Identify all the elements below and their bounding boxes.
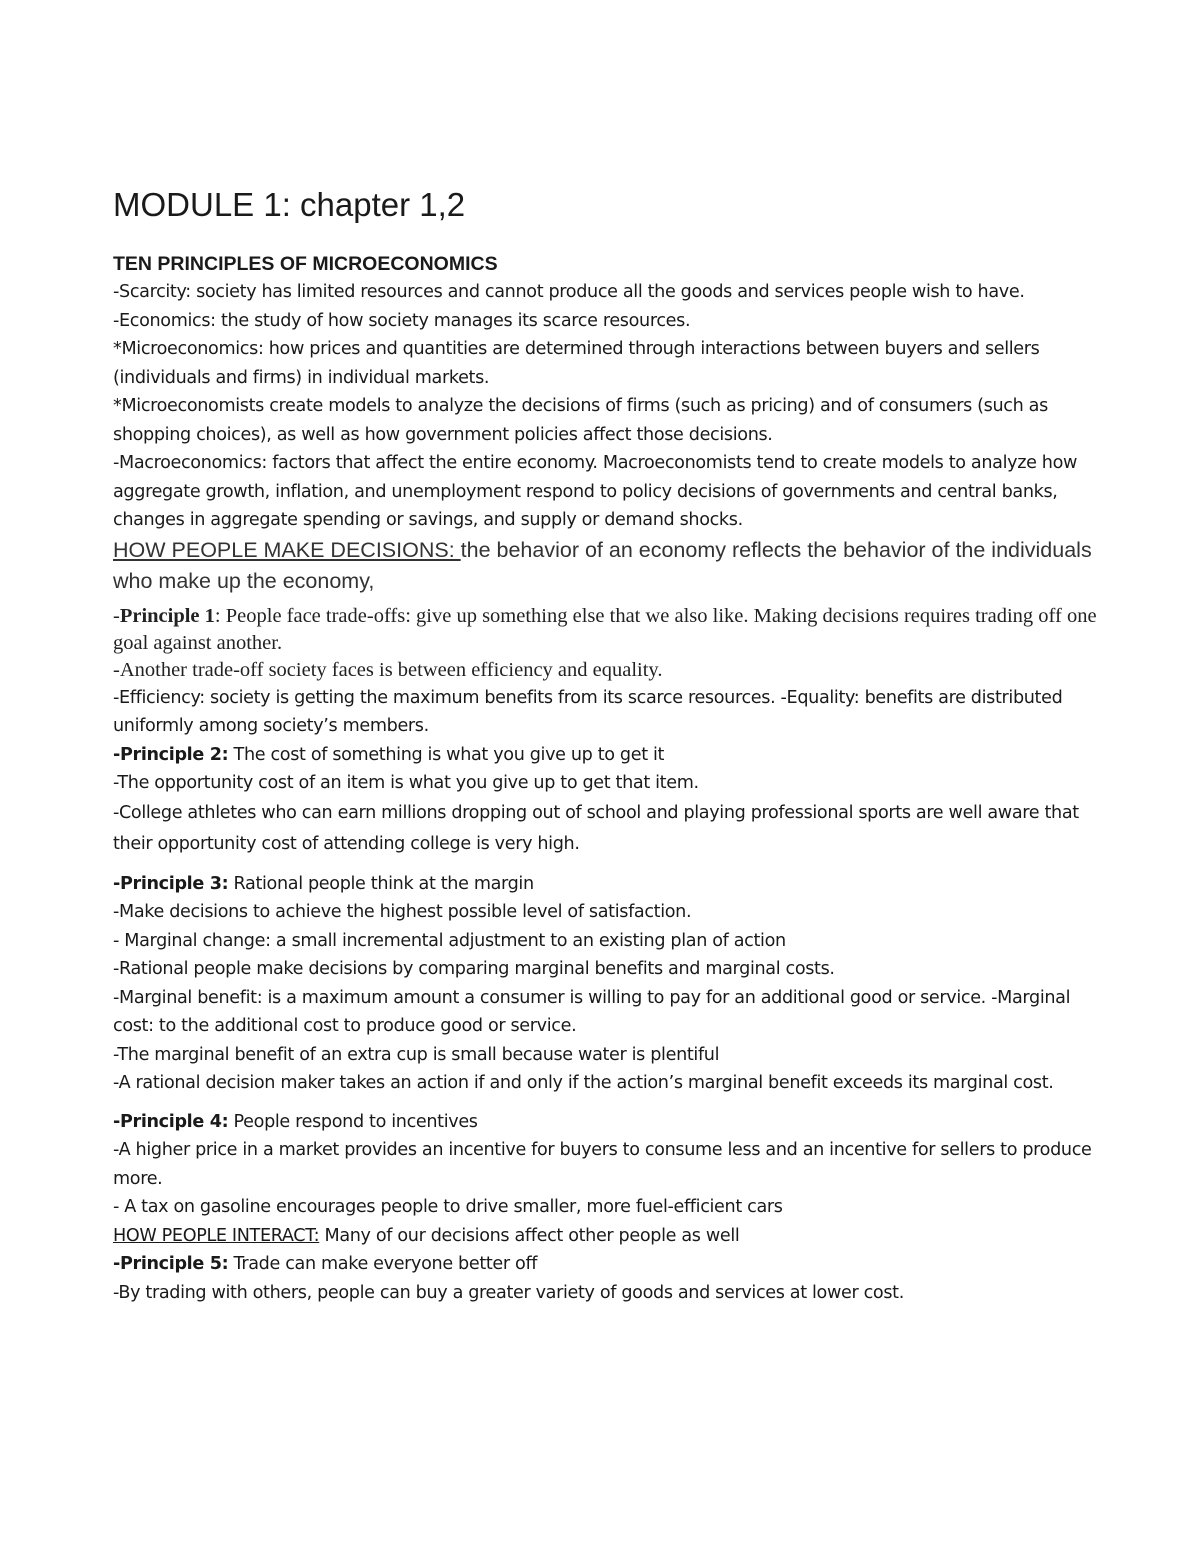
athletes-paragraph: -College athletes who can earn millions dropping out of school and playing professional sports are well aware that their opportunity cost of attending college is very high.	[113, 802, 1079, 854]
decisions-section-label: HOW PEOPLE MAKE DECISIONS:	[113, 537, 461, 562]
microeconomists-paragraph: *Microeconomists create models to analyze the decisions of firms (such as pricing) and of consumers (such as shopping choices), as well as how government policies affect those decisions.	[113, 396, 1048, 445]
decisions-section-text: the behavior of an economy reflects the behavior of the individuals who make up the economy,	[113, 537, 1092, 593]
principle-5-text: Trade can make everyone better off	[228, 1254, 538, 1274]
principle-3-label: -Principle 3:	[113, 873, 229, 894]
satisfaction-paragraph: -Make decisions to achieve the highest possible level of satisfaction.	[113, 902, 692, 922]
interact-section-text: Many of our decisions affect other people as well	[319, 1225, 740, 1246]
principle-1-text: : People face trade-offs: give up something else that we also like. Making decisions requires trading off one goal against another.	[113, 604, 1097, 654]
principle-2-label: -Principle 2:	[113, 744, 229, 765]
scarcity-paragraph: -Scarcity: society has limited resources and cannot produce all the goods and services people wish to have.	[113, 282, 1025, 302]
principle-1-label: Principle 1	[119, 604, 215, 627]
gasoline-paragraph: - A tax on gasoline encourages people to drive smaller, more fuel-efficient cars	[113, 1197, 783, 1217]
marginal-benefit-paragraph: -Marginal benefit: is a maximum amount a consumer is willing to pay for an additional good or service. -Marginal cost: to the additional cost to produce good or service.	[113, 987, 1071, 1036]
document-title: MODULE 1: chapter 1,2	[113, 186, 466, 223]
principle-3-paragraph	[113, 870, 1100, 899]
decision-maker-paragraph: -A rational decision maker takes an action if and only if the action’s marginal benefit exceeds its marginal cost.	[113, 1073, 1054, 1093]
interact-section-paragraph	[113, 1222, 1100, 1251]
trading-paragraph: -By trading with others, people can buy a greater variety of goods and services at lower cost.	[113, 1282, 904, 1303]
marginal-change-paragraph: - Marginal change: a small incremental adjustment to an existing plan of action	[113, 930, 786, 951]
rational-paragraph: -Rational people make decisions by comparing marginal benefits and marginal costs.	[113, 959, 835, 979]
macroeconomics-paragraph: -Macroeconomics: factors that affect the entire economy. Macroeconomists tend to create models to analyze how aggregate growth, inflation, and unemployment respond to policy decisions of governments and central banks, changes in aggregate spending or savings, and supply or demand shocks.	[113, 453, 1078, 530]
section-heading: TEN PRINCIPLES OF MICROECONOMICS	[113, 253, 498, 275]
higher-price-paragraph: -A higher price in a market provides an incentive for buyers to consume less and an incentive for sellers to produce more.	[113, 1140, 1092, 1189]
principle-4-label: -Principle 4:	[113, 1111, 229, 1132]
principle-3-text: Rational people think at the margin	[228, 873, 534, 894]
interact-section-label: HOW PEOPLE INTERACT:	[113, 1225, 320, 1246]
microeconomics-paragraph: *Microeconomics: how prices and quantities are determined through interactions between buyers and sellers (individuals and firms) in individual markets.	[113, 339, 1040, 388]
tradeoff-paragraph: -Another trade-off society faces is between efficiency and equality.	[113, 658, 663, 681]
principle-5-paragraph	[113, 1250, 1100, 1279]
decisions-section-paragraph	[113, 535, 1100, 597]
principle-1-prefix: -	[113, 604, 120, 627]
principle-1-paragraph	[113, 603, 1100, 657]
water-paragraph: -The marginal benefit of an extra cup is small because water is plentiful	[113, 1044, 720, 1065]
principle-5-label: -Principle 5:	[113, 1254, 229, 1274]
principle-4-paragraph	[113, 1108, 1100, 1137]
principle-2-text: The cost of something is what you give up to get it	[228, 744, 665, 765]
opportunity-cost-paragraph: -The opportunity cost of an item is what you give up to get that item.	[113, 773, 699, 793]
principle-2-paragraph	[113, 741, 1100, 770]
principle-4-text: People respond to incentives	[228, 1111, 478, 1132]
economics-paragraph: -Economics: the study of how society manages its scarce resources.	[113, 310, 691, 331]
efficiency-paragraph: -Efficiency: society is getting the maximum benefits from its scarce resources. -Equality: benefits are distributed uniformly among society’s members.	[113, 687, 1063, 736]
